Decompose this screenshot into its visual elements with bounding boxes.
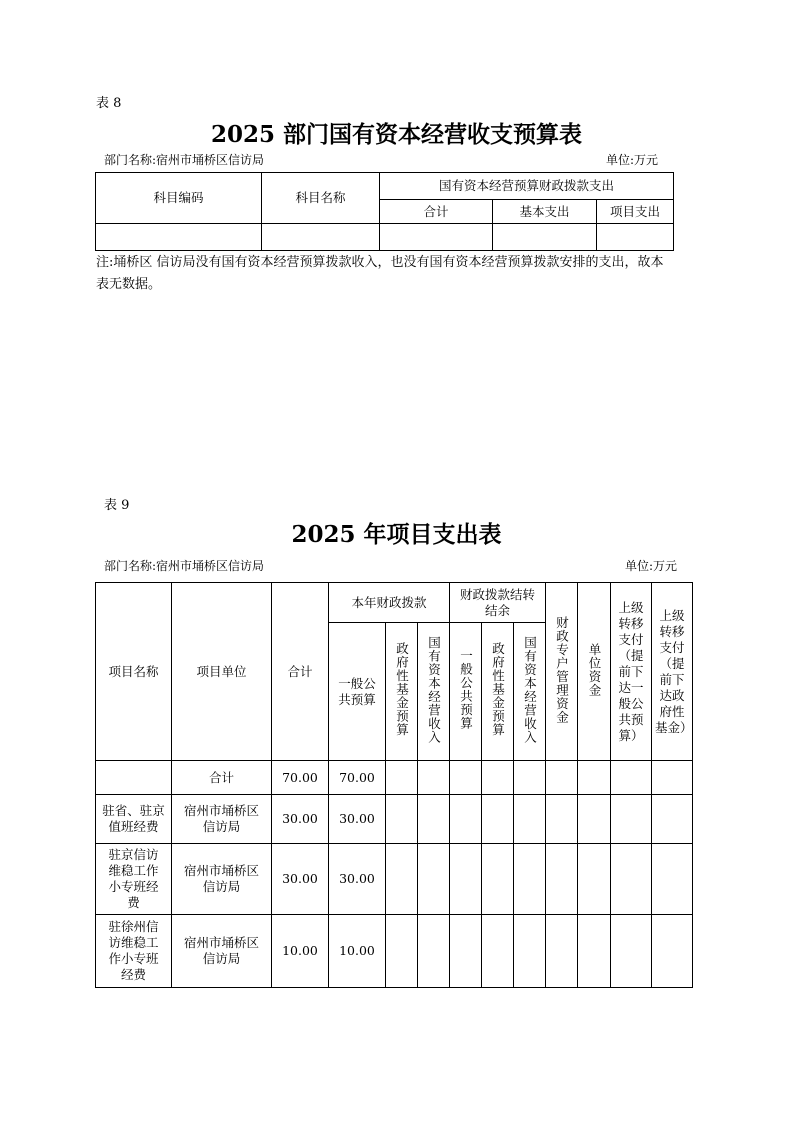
table9-unit: 单位:万元 — [625, 559, 678, 573]
empty-cell — [418, 795, 450, 844]
row-general-public: 70.00 — [329, 761, 386, 795]
empty-cell — [578, 844, 611, 915]
table9-header-general-public: 一般公共预算 — [329, 623, 386, 761]
row-project-name — [96, 761, 172, 795]
row-project-name: 驻京信访维稳工作小专班经费 — [96, 844, 172, 915]
table9-header-current-year: 本年财政拨款 — [329, 583, 450, 623]
empty-cell — [482, 795, 514, 844]
empty-cell — [546, 915, 578, 988]
empty-cell — [450, 844, 482, 915]
row-project-unit: 宿州市埇桥区信访局 — [172, 915, 272, 988]
table8-header-project: 项目支出 — [597, 200, 674, 224]
empty-cell — [652, 915, 693, 988]
empty-cell — [514, 795, 546, 844]
table8-title: 2025 部门国有资本经营收支预算表 — [210, 121, 583, 148]
table9-header-total: 合计 — [272, 583, 329, 761]
empty-cell — [578, 915, 611, 988]
table-row — [96, 915, 693, 988]
row-general-public: 30.00 — [329, 795, 386, 844]
empty-cell — [652, 761, 693, 795]
empty-cell — [418, 915, 450, 988]
row-general-public: 30.00 — [329, 844, 386, 915]
table8-header-basic: 基本支出 — [493, 200, 597, 224]
empty-cell — [514, 844, 546, 915]
table9-dept: 部门名称:宿州市埇桥区信访局 — [104, 559, 265, 573]
table9 — [95, 582, 693, 988]
empty-cell — [386, 915, 418, 988]
table9-header-unit-fund: 单位资金 — [578, 583, 611, 761]
table8-dept: 部门名称:宿州市埇桥区信访局 — [104, 153, 265, 167]
table8 — [95, 172, 674, 251]
row-general-public: 10.00 — [329, 915, 386, 988]
empty-cell — [652, 795, 693, 844]
table-row — [96, 844, 693, 915]
empty-cell — [418, 844, 450, 915]
empty-cell — [546, 844, 578, 915]
table8-unit: 单位:万元 — [606, 153, 659, 167]
row-project-name: 驻省、驻京值班经费 — [96, 795, 172, 844]
empty-cell — [578, 761, 611, 795]
table9-header-state-capital: 国有资本经营收入 — [418, 623, 450, 761]
table9-header-carry-gov-fund: 政府性基金预算 — [482, 623, 514, 761]
table8-header-code: 科目编码 — [96, 173, 262, 224]
empty-cell — [546, 795, 578, 844]
empty-cell — [386, 844, 418, 915]
empty-cell — [386, 795, 418, 844]
empty-cell — [514, 761, 546, 795]
empty-cell — [482, 915, 514, 988]
empty-cell — [514, 915, 546, 988]
empty-cell — [450, 915, 482, 988]
table8-label: 表 8 — [96, 96, 122, 111]
row-project-name: 驻徐州信访维稳工作小专班经费 — [96, 915, 172, 988]
empty-cell — [450, 795, 482, 844]
empty-cell — [611, 915, 652, 988]
empty-cell — [96, 224, 262, 251]
table-row — [96, 761, 693, 795]
empty-cell — [262, 224, 380, 251]
table9-header-gov-fund: 政府性基金预算 — [386, 623, 418, 761]
table9-header-carry-state-capital: 国有资本经营收入 — [514, 623, 546, 761]
empty-cell — [611, 761, 652, 795]
table9-header-carry-general: 一般公共预算 — [450, 623, 482, 761]
table9-header-project-unit: 项目单位 — [172, 583, 272, 761]
empty-cell — [652, 844, 693, 915]
table8-header-name: 科目名称 — [262, 173, 380, 224]
table9-header-carryover: 财政拨款结转结余 — [450, 583, 546, 623]
table9-label: 表 9 — [104, 498, 130, 513]
row-project-unit: 宿州市埇桥区信访局 — [172, 795, 272, 844]
table9-header-transfer-general: 上级转移支付（提前下达一般公共预算） — [611, 583, 652, 761]
empty-cell — [482, 761, 514, 795]
empty-cell — [418, 761, 450, 795]
empty-cell — [482, 844, 514, 915]
table-row — [96, 224, 674, 251]
empty-cell — [597, 224, 674, 251]
table9-header-project-name: 项目名称 — [96, 583, 172, 761]
empty-cell — [380, 224, 493, 251]
row-total: 30.00 — [272, 795, 329, 844]
empty-cell — [611, 844, 652, 915]
empty-cell — [611, 795, 652, 844]
table9-header-transfer-gov-fund: 上级转移支付（提前下达政府性基金） — [652, 583, 693, 761]
empty-cell — [546, 761, 578, 795]
empty-cell — [578, 795, 611, 844]
table8-note: 注:埇桥区 信访局没有国有资本经营预算拨款收入，也没有国有资本经营预算拨款安排的支出，故本表无数据。 — [96, 255, 664, 292]
table8-header-group: 国有资本经营预算财政拨款支出 — [380, 173, 674, 200]
table8-header-total: 合计 — [380, 200, 493, 224]
table-row — [96, 795, 693, 844]
row-total: 30.00 — [272, 844, 329, 915]
empty-cell — [450, 761, 482, 795]
row-project-unit: 宿州市埇桥区信访局 — [172, 844, 272, 915]
empty-cell — [493, 224, 597, 251]
row-total: 70.00 — [272, 761, 329, 795]
table9-header-special-fund: 财政专户管理资金 — [546, 583, 578, 761]
empty-cell — [386, 761, 418, 795]
row-total: 10.00 — [272, 915, 329, 988]
row-project-unit: 合计 — [172, 761, 272, 795]
table9-title: 2025 年项目支出表 — [291, 521, 502, 548]
